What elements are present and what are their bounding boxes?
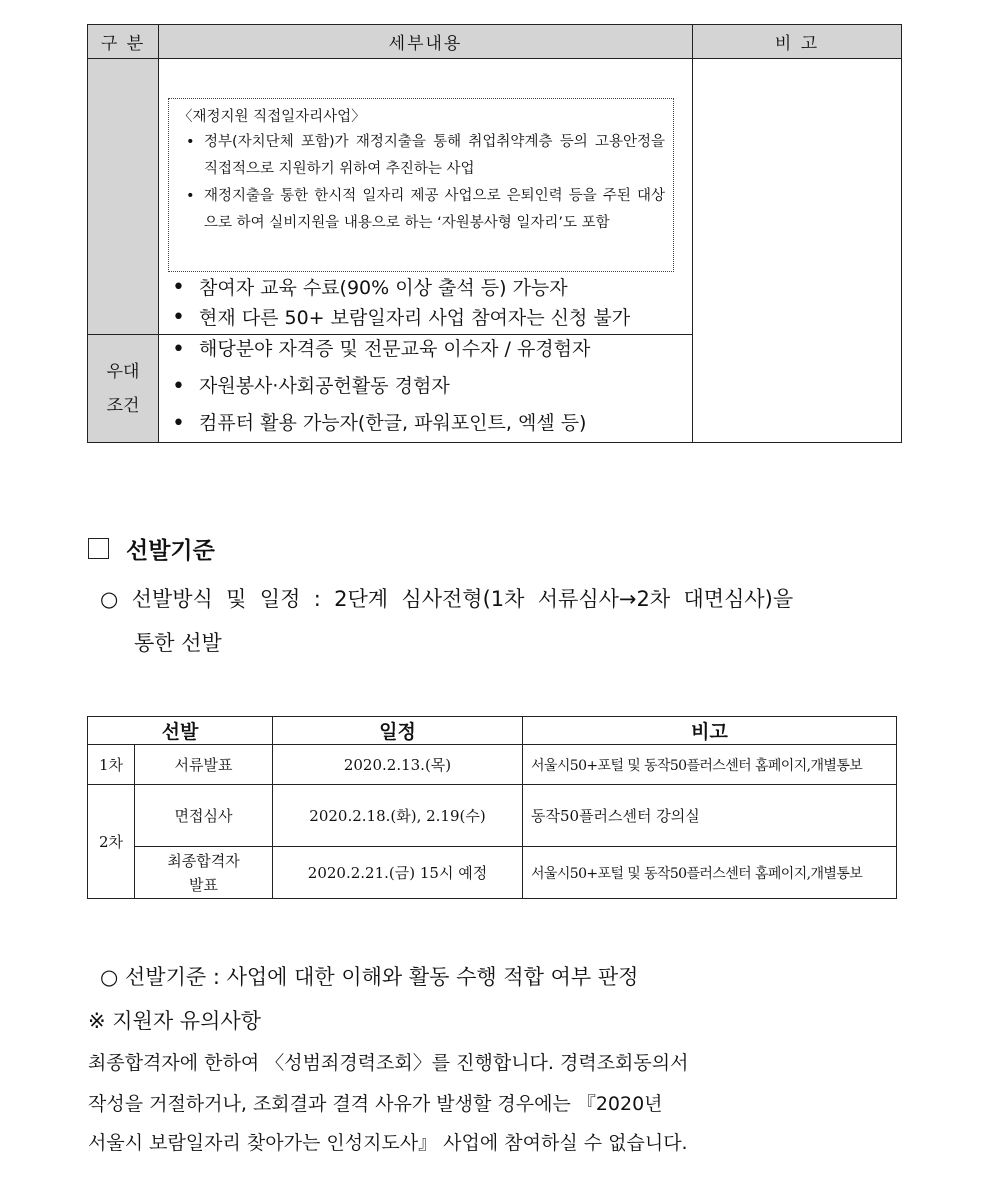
header-note: 비고 (523, 717, 897, 745)
notice-line: 최종합격자에 한하여 〈성범죄경력조회〉를 진행합니다. 경력조회동의서 (88, 1052, 689, 1074)
table-row (88, 785, 897, 847)
selection-method-line: ○ 선발방식 및 일정 : 2단계 심사전형(1차 서류심사→2차 대면심사)을 (100, 587, 794, 611)
requirement-list (159, 273, 630, 333)
date-cell: 2020.2.18.(화), 2.19(수) (273, 785, 523, 847)
preference-label: 우대 조건 (88, 335, 159, 443)
header-selection: 선발 (88, 717, 273, 745)
box-title: 〈재정지원 직접일자리사업〉 (178, 109, 366, 125)
header-schedule: 일정 (273, 717, 523, 745)
note-cell: 서울시50+포털 및 동작50플러스센터 홈페이지,개별통보 (523, 745, 897, 785)
category-cell-empty (88, 59, 159, 335)
direct-job-program-box (168, 98, 674, 272)
notice-title: ※ 지원자 유의사항 (88, 1009, 261, 1033)
header-remarks: 비 고 (693, 25, 902, 59)
stage-cell: 1차 (88, 745, 135, 785)
box-item: • 재정지출을 통한 한시적 일자리 제공 사업으로 은퇴인력 등을 주된 대상으로 하여 실비지원을 내용으로 하는 ‘자원봉사형 일자리’도 포함 (178, 183, 665, 237)
item-cell: 서류발표 (135, 745, 273, 785)
stage-cell: 2차 (88, 785, 135, 899)
requirement-item: • 참여자 교육 수료(90% 이상 출석 등) 가능자 (159, 273, 630, 303)
table-row (88, 745, 897, 785)
box-item: • 정부(자치단체 포함)가 재정지출을 통해 취업취약계층 등의 고용안정을 직접적으로 지원하기 위하여 추진하는 사업 (178, 129, 665, 183)
preference-list (159, 331, 692, 442)
header-details: 세부내용 (159, 25, 693, 59)
selection-criteria: ○ 선발기준 : 사업에 대한 이해와 활동 수행 적합 여부 판정 (100, 965, 639, 989)
note-cell: 서울시50+포털 및 동작50플러스센터 홈페이지,개별통보 (523, 847, 897, 899)
note-cell: 동작50플러스센터 강의실 (523, 785, 897, 847)
schedule-table (87, 716, 897, 899)
eligibility-table (87, 24, 902, 443)
preference-item: • 자원봉사·사회공헌활동 경험자 (159, 368, 692, 405)
remarks-cell (693, 59, 902, 443)
date-cell: 2020.2.21.(금) 15시 예정 (273, 847, 523, 899)
section-title: 선발기준 (126, 538, 215, 564)
details-cell (159, 59, 693, 335)
preference-cell (159, 335, 693, 443)
date-cell: 2020.2.13.(목) (273, 745, 523, 785)
preference-item: • 컴퓨터 활용 가능자(한글, 파워포인트, 엑셀 등) (159, 405, 692, 442)
item-cell: 면접심사 (135, 785, 273, 847)
selection-method-line-2: 통한 선발 (134, 631, 222, 655)
item-cell: 최종합격자 발표 (135, 847, 273, 899)
section-heading (88, 532, 215, 565)
notice-line: 작성을 거절하거나, 조회결과 결격 사유가 발생할 경우에는 『2020년 (88, 1093, 663, 1115)
header-category: 구 분 (88, 25, 159, 59)
checkbox-square-icon (88, 538, 109, 559)
preference-item: • 해당분야 자격증 및 전문교육 이수자 / 유경험자 (159, 331, 692, 368)
table-row (88, 847, 897, 899)
notice-line: 서울시 보람일자리 찾아가는 인성지도사』 사업에 참여하실 수 없습니다. (88, 1132, 688, 1154)
requirement-item: • 현재 다른 50+ 보람일자리 사업 참여자는 신청 불가 (159, 303, 630, 333)
